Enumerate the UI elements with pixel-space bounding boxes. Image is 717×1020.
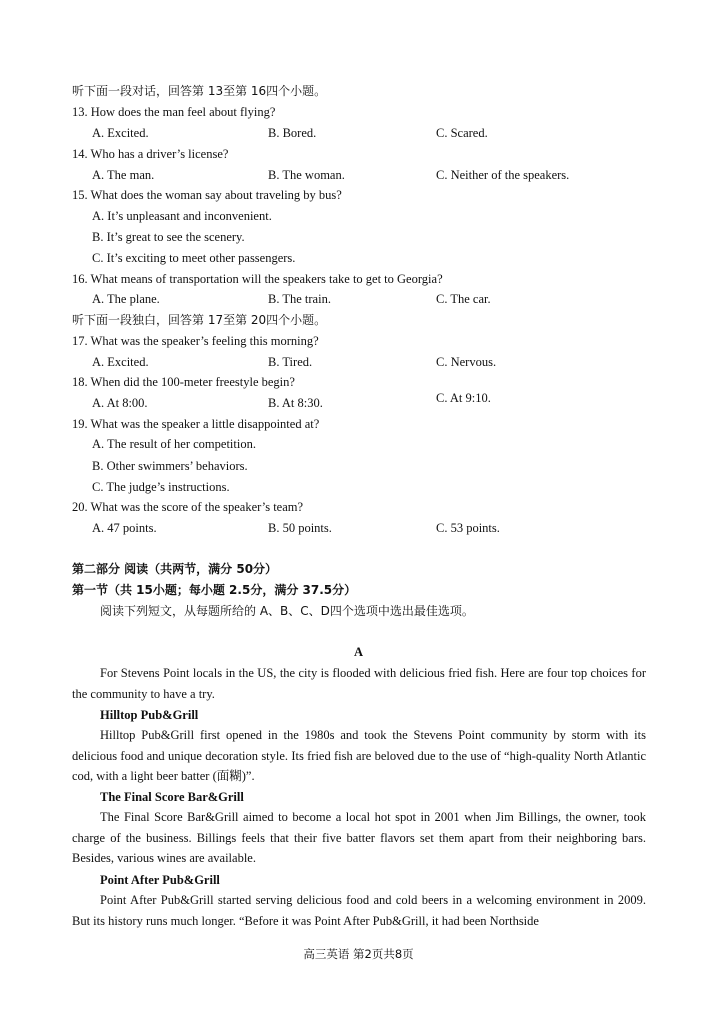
question-16-stem: 16. What means of transportation will the speakers take to get to Georgia?: [72, 272, 443, 286]
question-18-stem: 18. When did the 100-meter freestyle begin?: [72, 375, 295, 389]
question-14-stem: 14. Who has a driver’s license?: [72, 147, 229, 161]
question-15-option-c: C. It’s exciting to meet other passengers.: [92, 251, 296, 265]
question-19-option-b: B. Other swimmers’ behaviors.: [92, 459, 248, 473]
section-one-title: 第一节（共 15小题；每小题 2.5分，满分 37.5分）: [72, 583, 357, 597]
place-3-paragraph: [72, 890, 646, 932]
passage-intro: [72, 663, 646, 704]
question-14-option-b: B. The woman.: [268, 168, 345, 182]
monologue-instruction: 听下面一段独白，回答第 17至第 20四个小题。: [72, 313, 327, 327]
question-15-option-b: B. It’s great to see the scenery.: [92, 230, 245, 244]
question-18-option-b: B. At 8:30.: [268, 396, 323, 410]
question-18-option-a: A. At 8:00.: [92, 396, 148, 410]
place-3-text: Point After Pub&Grill started serving delicious food and cold beers in a welcoming environment in 2009. But its history runs much longer. “Before it was Point After Pub&Grill, it had been Northside: [72, 893, 646, 928]
question-17-option-b: B. Tired.: [268, 355, 313, 369]
place-1-text: Hilltop Pub&Grill first opened in the 1980s and took the Stevens Point community by storm with its delicious food and unique decoration style. Its fried fish are beloved due to the use of “high-quality North Atlantic cod, with a light beer batter (面糊)”.: [72, 728, 646, 783]
question-19-stem: 19. What was the speaker a little disappointed at?: [72, 417, 320, 431]
question-18-option-c: C. At 9:10.: [436, 391, 491, 405]
part-two-title: 第二部分 阅读（共两节，满分 50分）: [72, 562, 278, 576]
place-3-heading: Point After Pub&Grill: [100, 873, 220, 887]
dialogue-instruction: 听下面一段对话，回答第 13至第 16四个小题。: [72, 84, 327, 98]
place-1-paragraph: [72, 725, 646, 787]
question-17-option-a: A. Excited.: [92, 355, 149, 369]
place-2-heading: The Final Score Bar&Grill: [100, 790, 244, 804]
place-2-paragraph: [72, 807, 646, 869]
passage-letter: A: [353, 645, 364, 659]
question-16-option-a: A. The plane.: [92, 292, 160, 306]
question-15-option-a: A. It’s unpleasant and inconvenient.: [92, 209, 272, 223]
question-20-option-b: B. 50 points.: [268, 521, 332, 535]
question-13-stem: 13. How does the man feel about flying?: [72, 105, 276, 119]
place-1-heading: Hilltop Pub&Grill: [100, 708, 199, 722]
question-20-stem: 20. What was the score of the speaker’s team?: [72, 500, 304, 514]
question-19-option-a: A. The result of her competition.: [92, 437, 256, 451]
page-footer: 高三英语 第2页共8页: [303, 947, 414, 961]
reading-instruction: 阅读下列短文，从每题所给的 A、B、C、D四个选项中选出最佳选项。: [100, 604, 474, 618]
question-19-option-c: C. The judge’s instructions.: [92, 480, 230, 494]
place-2-text: The Final Score Bar&Grill aimed to become a local hot spot in 2001 when Jim Billings, the owner, took charge of the business. Billings feels that their five batter flavors set them apart from their neighboring bars. Besides, various wines are available.: [72, 810, 646, 865]
question-13-option-c: C. Scared.: [436, 126, 488, 140]
question-16-option-c: C. The car.: [436, 292, 491, 306]
question-13-option-a: A. Excited.: [92, 126, 149, 140]
question-13-option-b: B. Bored.: [268, 126, 317, 140]
question-17-option-c: C. Nervous.: [436, 355, 497, 369]
question-14-option-a: A. The man.: [92, 168, 155, 182]
question-15-stem: 15. What does the woman say about traveling by bus?: [72, 188, 342, 202]
question-20-option-a: A. 47 points.: [92, 521, 157, 535]
passage-intro-text: For Stevens Point locals in the US, the city is flooded with delicious fried fish. Here are four top choices for the community to have a try.: [72, 666, 646, 701]
question-16-option-b: B. The train.: [268, 292, 331, 306]
question-14-option-c: C. Neither of the speakers.: [436, 168, 570, 182]
question-20-option-c: C. 53 points.: [436, 521, 500, 535]
question-17-stem: 17. What was the speaker’s feeling this morning?: [72, 334, 319, 348]
